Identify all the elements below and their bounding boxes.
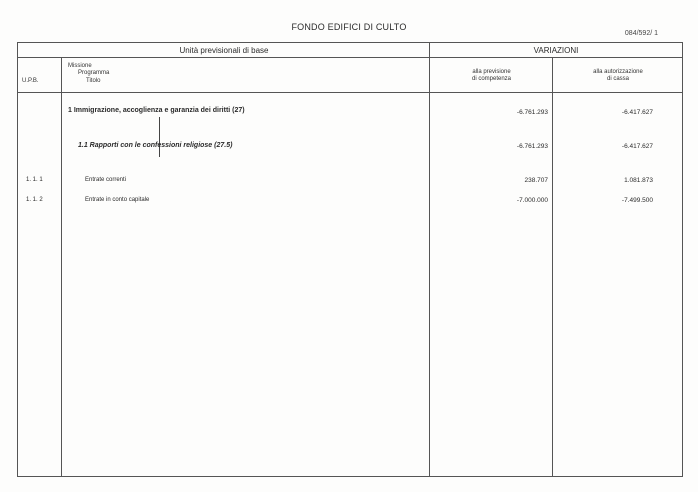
missione-row-label: 1 Immigrazione, accoglienza e garanzia dei diritti (27) <box>68 107 245 114</box>
cassa-column-divider <box>552 57 553 477</box>
competenza-header-line1: alla previsione <box>472 69 511 75</box>
units-group-header: Unità previsionali di base <box>179 46 269 55</box>
programma-row-competenza: -6.761.293 <box>516 143 548 150</box>
header-divider <box>17 57 683 58</box>
pen-mark <box>159 117 160 157</box>
row-cassa: -7.499.500 <box>621 197 653 204</box>
missione-row-competenza: -6.761.293 <box>516 109 548 116</box>
programma-header: Programma <box>78 70 110 76</box>
titolo-header: Titolo <box>86 78 101 84</box>
variations-group-header: VARIAZIONI <box>533 46 579 55</box>
upb-column-divider <box>61 57 62 477</box>
page-id: 084/592/ 1 <box>624 30 658 37</box>
cassa-header-line1: alla autorizzazione <box>593 69 643 75</box>
cassa-header-line2: di cassa <box>606 76 629 82</box>
missione-row-cassa: -6.417.627 <box>621 109 653 116</box>
page-title: FONDO EDIFICI DI CULTO <box>291 22 407 32</box>
row-code: 1. 1. 2 <box>26 197 43 203</box>
row-label: Entrate correnti <box>85 177 127 183</box>
variations-divider <box>429 42 430 477</box>
row-competenza: -7.000.000 <box>516 197 548 204</box>
row-label: Entrate in conto capitale <box>85 197 150 203</box>
programma-row-label: 1.1 Rapporti con le confessioni religiose (27.5) <box>78 142 233 149</box>
column-header-divider <box>17 92 683 93</box>
upb-column-header: U.P.B. <box>22 78 39 84</box>
row-competenza: 238.707 <box>524 177 548 184</box>
missione-header: Missione <box>68 63 92 69</box>
competenza-header-line2: di competenza <box>471 76 512 82</box>
row-code: 1. 1. 1 <box>26 177 43 183</box>
programma-row-cassa: -6.417.627 <box>621 143 653 150</box>
row-cassa: 1.081.873 <box>624 177 653 184</box>
